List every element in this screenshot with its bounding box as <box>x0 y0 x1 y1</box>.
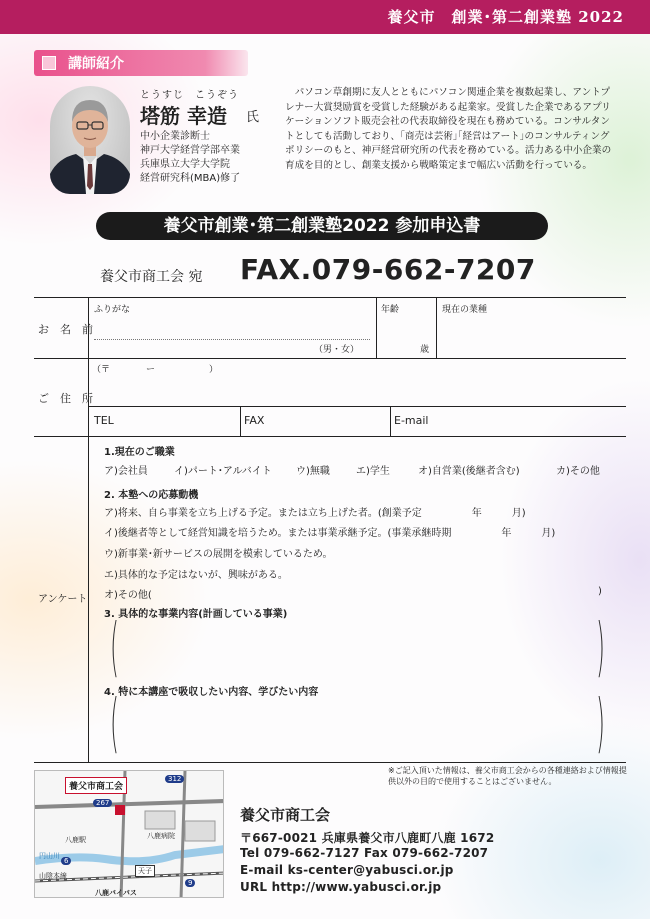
q1-option[interactable]: ウ)無職 <box>296 466 330 477</box>
close-paren: ) <box>596 687 605 761</box>
grid-line <box>34 436 626 437</box>
org-address: 〒667-0021 兵庫県養父市八鹿町八鹿 1672 <box>240 831 495 845</box>
square-icon <box>42 56 56 70</box>
instructor-section-tab <box>34 50 248 76</box>
org-phone: Tel 079-662-7127 Fax 079-662-7207 <box>240 846 489 860</box>
question-2: 2. 本塾への応募動機 <box>104 490 199 501</box>
furigana-label: ふりがな <box>94 305 131 315</box>
map-label: 山陰本線 <box>39 872 67 880</box>
q2-option[interactable]: エ)具体的な予定はないが、興味がある。 <box>104 570 288 581</box>
q1-option[interactable]: オ)自営業(後継者含む) <box>418 466 520 477</box>
credential-line: 兵庫県立大学大学院 <box>140 159 230 170</box>
map-office-label: 養父市商工会 <box>65 777 127 794</box>
email-label: E-mail <box>394 414 429 427</box>
grid-line <box>436 297 437 358</box>
q1-option[interactable]: イ)パート･アルバイト <box>174 466 272 477</box>
fax-label: FAX <box>244 414 265 427</box>
grid-line <box>390 406 391 436</box>
form-destination: 養父市商工会 宛 <box>100 269 203 285</box>
route-badge: 312 <box>165 775 184 783</box>
question-3: 3. 具体的な事業内容(計画している事業) <box>104 609 288 620</box>
instructor-portrait <box>50 86 130 194</box>
instructor-honorific: 氏 <box>246 110 260 125</box>
org-name: 養父市商工会 <box>240 806 331 824</box>
grid-line <box>34 762 626 763</box>
org-email[interactable]: E-mail ks-center@yabusci.or.jp <box>240 863 454 877</box>
map-label: 天子 <box>135 865 155 877</box>
form-title-banner: 養父市創業･第二創業塾2022 参加申込書 <box>96 212 548 240</box>
q3-answer-area[interactable] <box>120 620 590 680</box>
q1-option[interactable]: ア)会社員 <box>104 466 148 477</box>
route-badge: 6 <box>61 857 71 865</box>
fax-number: FAX.079-662-7207 <box>240 253 536 286</box>
instructor-name: 塔筋 幸造 <box>140 104 227 128</box>
q1-option[interactable]: カ)その他 <box>556 466 600 477</box>
age-input[interactable] <box>378 314 434 354</box>
instructor-credentials <box>140 130 240 186</box>
credential-line: 中小企業診断士 <box>140 131 210 142</box>
survey-label: アンケート <box>38 594 88 605</box>
grid-line <box>376 297 377 358</box>
q1-option[interactable]: エ)学生 <box>356 466 390 477</box>
q2-other-close: ) <box>598 586 602 597</box>
question-4: 4. 特に本講座で吸収したい内容、学びたい内容 <box>104 687 319 698</box>
open-paren: ( <box>110 611 119 685</box>
q2-option[interactable]: イ)後継者等として経営知識を培うため。または事業承継予定。(事業承継時期 年 月) <box>104 528 556 539</box>
address-input[interactable] <box>92 376 622 404</box>
header-title: 養父市 創業･第二創業塾 2022 <box>387 8 624 26</box>
occupation-input[interactable] <box>438 314 624 356</box>
grid-line <box>88 297 89 762</box>
map-label: 八鹿バイパス <box>95 889 137 897</box>
age-unit: 歳 <box>420 345 430 355</box>
instructor-furigana: とうすじ こうぞう <box>140 90 239 101</box>
q2-option[interactable]: ウ)新事業･新サービスの展開を模索しているため。 <box>104 549 333 560</box>
postal-code-field[interactable]: （〒 ー ） <box>92 365 219 375</box>
map-label: 八鹿病院 <box>147 832 175 840</box>
route-badge: 9 <box>185 879 195 887</box>
grid-line <box>34 358 626 359</box>
org-url[interactable]: URL http://www.yabusci.or.jp <box>240 880 442 894</box>
name-label: お 名 前 <box>38 323 93 336</box>
header-bar <box>0 0 650 34</box>
grid-line <box>240 406 241 436</box>
tel-label: TEL <box>94 414 114 427</box>
credential-line: 神戸大学経営学部卒業 <box>140 145 240 156</box>
map-label: 八鹿駅 <box>65 836 86 844</box>
instructor-bio: パソコン草創期に友人とともにパソコン関連企業を複数起業し、アントプレナー大賞奨励賞を受賞した経験がある起業家。受賞した企業であるアプリケーションソフト販売会社の代表取締役を現在も務めている。コンサルタントとしても活動しており、｢商売は芸術｣｢経営はアート｣のコンサルティングポリシーのもと、神戸経営研究所の代表を務めている。活力ある中小企業の育成を目的とし、創業支援から戦略策定まで幅広い活動を行っている。 <box>285 87 612 171</box>
section-tab-label: 講師紹介 <box>68 56 124 72</box>
age-label: 年齢 <box>381 305 400 315</box>
close-paren: ) <box>596 611 605 685</box>
address-label: ご 住 所 <box>38 392 93 405</box>
credential-line: 経営研究科(MBA)修了 <box>140 173 241 184</box>
q4-answer-area[interactable] <box>120 696 590 756</box>
gender-choice[interactable]: （男・女） <box>314 345 360 355</box>
grid-line <box>34 297 626 298</box>
grid-line <box>88 406 626 407</box>
q2-option[interactable]: オ)その他( <box>104 590 152 601</box>
person-icon <box>50 86 130 194</box>
q2-option[interactable]: ア)将来、自ら事業を立ち上げる予定。または立ち上げた者。(創業予定 年 月) <box>104 508 526 519</box>
open-paren: ( <box>110 687 119 761</box>
occupation-label: 現在の業種 <box>442 305 488 315</box>
privacy-notice: ※ご記入頂いた情報は、養父市商工会からの各種連絡および情報提供以外の目的で使用することはございません。 <box>388 766 627 786</box>
question-1: 1.現在のご職業 <box>104 447 175 458</box>
furigana-input[interactable] <box>94 312 370 340</box>
location-map <box>34 770 224 898</box>
map-label: 円山川 <box>39 852 60 860</box>
route-badge: 267 <box>93 799 112 807</box>
